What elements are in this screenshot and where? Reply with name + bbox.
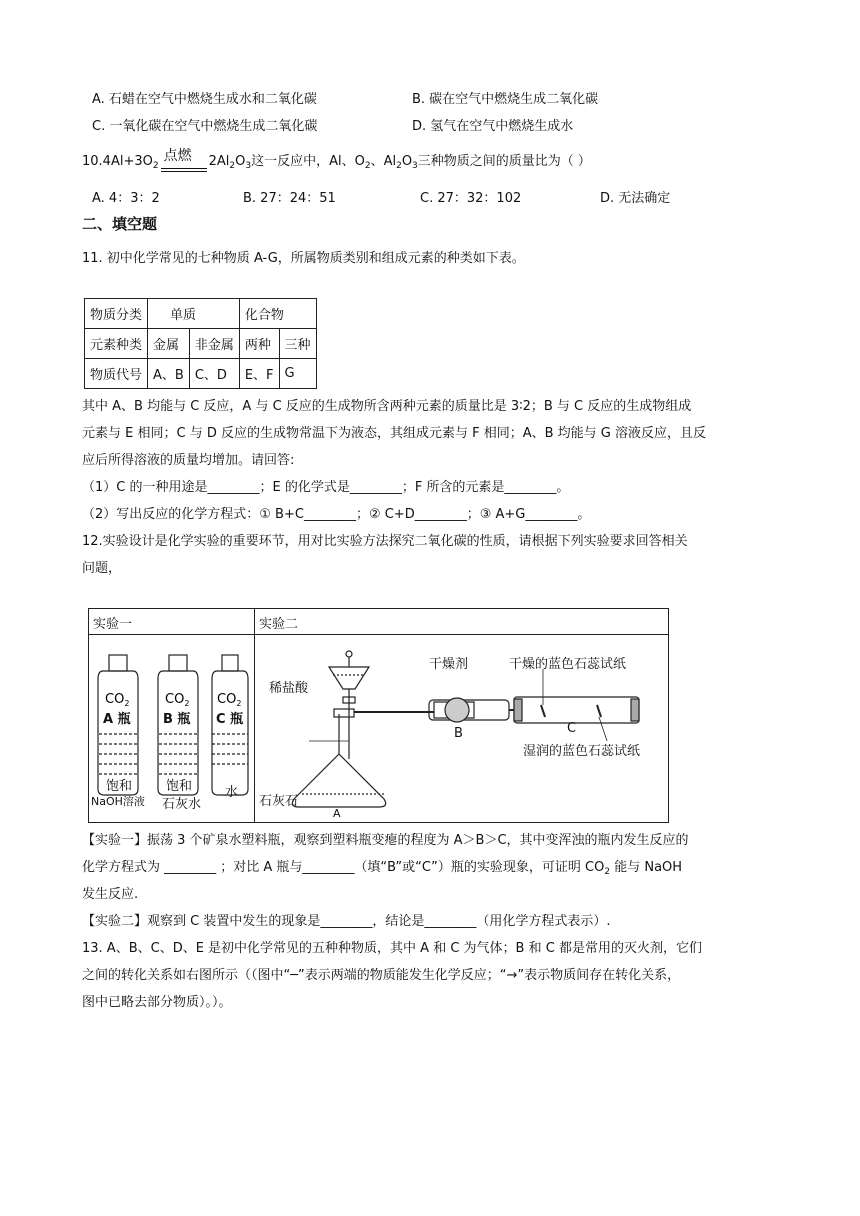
experiment-two-title: 实验二 xyxy=(259,617,299,632)
classification-table xyxy=(84,298,317,389)
q9-option-d: D. 氢气在空气中燃烧生成水 xyxy=(412,119,574,134)
table-cell: 三种 xyxy=(279,329,316,359)
q12-exp1-line1: 【实验一】振荡 3 个矿泉水塑料瓶，观察到塑料瓶变瘪的程度为 A＞B＞C，其中变浑浊的瓶内发生反应的 xyxy=(82,833,689,848)
table-row xyxy=(85,359,317,389)
bottle-c-label: C 瓶 xyxy=(216,712,244,727)
table-cell: 两种 xyxy=(239,329,279,359)
q11-para-1: 其中 A、B 均能与 C 反应，A 与 C 反应的生成物所含两种元素的质量比是 3∶2；B 与 C 反应的生成物组成 xyxy=(82,399,692,414)
apparatus-b-label: B xyxy=(454,726,463,741)
table-cell: 单质 xyxy=(148,299,240,329)
q10-option-d: D. 无法确定 xyxy=(600,191,671,206)
q9-option-a: A. 石蜡在空气中燃烧生成水和二氧化碳 xyxy=(92,92,317,107)
table-cell: G xyxy=(279,359,316,389)
table-cell: 物质代号 xyxy=(85,359,148,389)
table-cell: A、B xyxy=(148,359,190,389)
co2-label-b: $CO_2$ xyxy=(165,692,190,708)
q13-para-2: 之间的转化关系如右图所示（（图中“─”表示两端的物质能发生化学反应；“→”表示物质间存在转化关系， xyxy=(82,968,681,983)
apparatus-c-label: C xyxy=(567,721,577,736)
q10-option-b: B. 27：24：51 xyxy=(243,191,336,206)
q11-sub-2: （2）写出反应的化学方程式：① B+C________；② C+D________；③ A+G________。 xyxy=(82,507,591,522)
table-cell: 元素种类 xyxy=(85,329,148,359)
q11-sub-1: （1）C 的一种用途是________；E 的化学式是________；F 所含的元素是________。 xyxy=(82,480,570,495)
table-cell: 非金属 xyxy=(189,329,239,359)
q12-exp1-line3: 发生反应. xyxy=(82,887,139,902)
experiment-one-title: 实验一 xyxy=(93,617,133,632)
q10-option-a: A. 4：3：2 xyxy=(92,191,160,206)
q12-para-2: 问题， xyxy=(82,561,122,576)
glass-tube-c xyxy=(514,669,639,741)
q12-para-1: 12.实验设计是化学实验的重要环节，用对比实验方法探究二氧化碳的性质，请根据下列实验要求回答相关 xyxy=(82,534,688,549)
q12-exp2: 【实验二】观察到 C 装置中发生的现象是________，结论是________（用化学方程式表示）. xyxy=(82,914,611,929)
co2-label-c: $CO_2$ xyxy=(217,692,242,708)
table-cell: C、D xyxy=(189,359,239,389)
liquid-a-line1: 饱和 xyxy=(106,779,133,794)
bottle-a-label: A 瓶 xyxy=(103,712,131,727)
table-cell: 化合物 xyxy=(239,299,316,329)
table-row xyxy=(85,299,317,329)
bottle-b-label: B 瓶 xyxy=(163,712,191,727)
q13-para-3: 图中已略去部分物质）。）。 xyxy=(82,995,232,1010)
flask xyxy=(292,709,386,807)
q9-option-c: C. 一氧化碳在空气中燃烧生成二氧化碳 xyxy=(92,119,318,134)
liquid-b-line1: 饱和 xyxy=(166,779,193,794)
q12-exp1-line2: 化学方程式为 ________ ；对比 A 瓶与________（填“B”或“C”）瓶的实验现象，可证明 $CO_2$ 能与 NaOH xyxy=(82,860,683,877)
q13-para-1: 13. A、B、C、D、E 是初中化学常见的五种种物质，其中 A 和 C 为气体；B 和 C 都是常用的灭火剂，它们 xyxy=(82,941,702,956)
table-cell: E、F xyxy=(239,359,279,389)
acid-label: 稀盐酸 xyxy=(269,681,309,696)
separatory-funnel xyxy=(329,651,369,759)
liquid-a-line2: NaOH溶液 xyxy=(91,795,145,808)
apparatus-a-label: A xyxy=(333,807,341,820)
liquid-c-label: 水 xyxy=(225,785,239,800)
limestone-label: 石灰石 xyxy=(259,794,299,809)
reaction-condition: 点燃 xyxy=(163,148,192,164)
co2-label-a: $CO_2$ xyxy=(105,692,130,708)
q11-para-3: 应后所得溶液的质量均增加。请回答: xyxy=(82,453,295,468)
drier-label: 干燥剂 xyxy=(429,657,469,672)
wet-paper-label: 湿润的蓝色石蕊试纸 xyxy=(523,744,641,759)
section-title: 二、填空题 xyxy=(82,215,158,233)
table-cell: 金属 xyxy=(148,329,190,359)
dry-paper-label: 干燥的蓝色石蕊试纸 xyxy=(509,657,627,672)
q10-option-c: C. 27：32：102 xyxy=(420,191,522,206)
experiment-figure xyxy=(88,608,669,823)
liquid-b-line2: 石灰水 xyxy=(162,797,202,812)
q10-stem: $10.4Al+3O_2$ 点燃 $2Al_2O_3$这一反应中，Al、$O_2$、$Al_2O_3$三种物质之间的质量比为（ ） xyxy=(82,150,591,171)
q11-intro: 11. 初中化学常见的七种物质 A-G，所属物质类别和组成元素的种类如下表。 xyxy=(82,251,525,266)
q11-para-2: 元素与 E 相同；C 与 D 反应的生成物常温下为液态，其组成元素与 F 相同；A、B 均能与 G 溶液反应，且反 xyxy=(82,426,706,441)
q9-option-b: B. 碳在空气中燃烧生成二氧化碳 xyxy=(412,92,599,107)
table-row xyxy=(85,329,317,359)
table-cell: 物质分类 xyxy=(85,299,148,329)
